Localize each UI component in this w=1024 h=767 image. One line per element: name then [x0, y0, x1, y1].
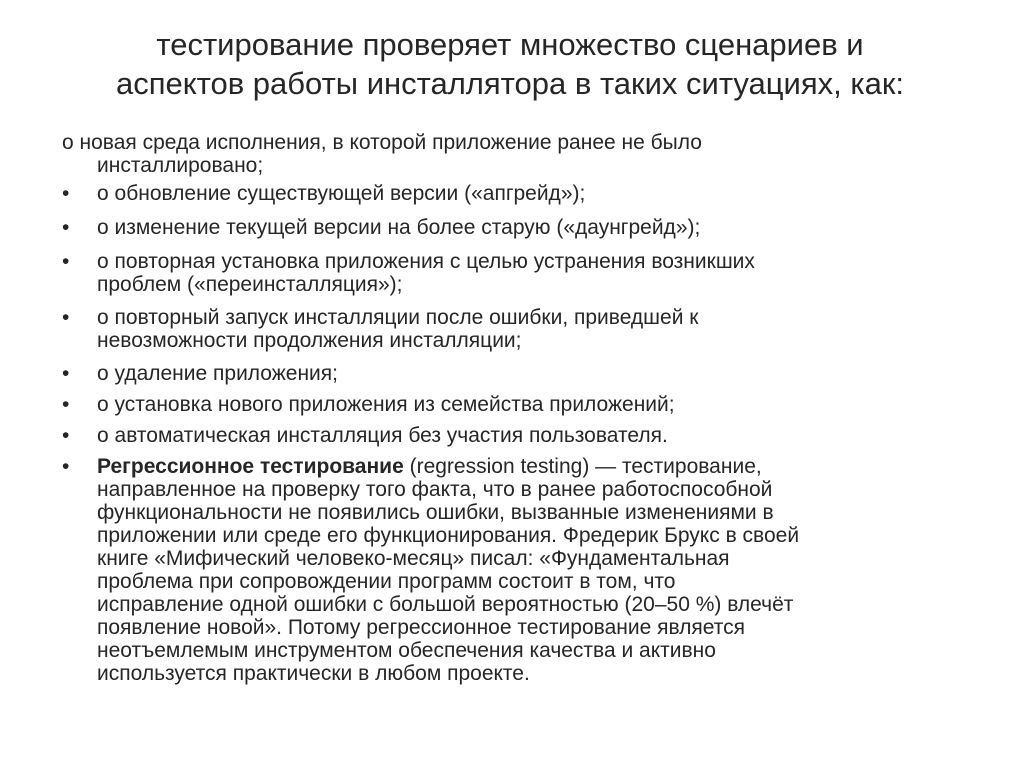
list-item: [62, 362, 997, 385]
slide-title-line: аспектов работы инсталлятора в таких ситуациях, как:: [115, 66, 905, 101]
regression-paragraph: [62, 455, 997, 685]
list-item-line: используется практически в любом проекте.: [97, 662, 530, 685]
bullet-marker: •: [62, 362, 70, 385]
list-item-line: неотъемлемым инструментом обеспечения качества и активно: [97, 639, 716, 662]
intro-line: инсталлировано;: [97, 154, 264, 177]
list-item-line: проблем («переинсталляция»);: [97, 273, 403, 296]
slide-title: [40, 25, 980, 103]
list-item-line: о повторный запуск инсталляции после ошибки, приведшей к: [97, 306, 699, 329]
regression-first-line-rest: (regression testing) — тестирование,: [403, 455, 762, 478]
list-item: [62, 393, 997, 416]
list-item-line: исправление одной ошибки с большой вероятностью (20–50 %) влечёт: [97, 593, 794, 616]
list-item-line: направленное на проверку того факта, что в ранее работоспособной: [97, 478, 773, 501]
list-item: [62, 424, 997, 447]
list-item-line: о установка нового приложения из семейства приложений;: [97, 393, 675, 416]
list-item-line: о обновление существующей версии («апгрейд»);: [97, 182, 586, 205]
list-item-line: о удаление приложения;: [97, 362, 338, 385]
bullet-marker: •: [62, 250, 70, 273]
list-item-line: приложении или среде его функционирования. Фредерик Брукс в своей: [97, 524, 800, 547]
list-item-line: о повторная установка приложения с целью устранения возникших: [97, 250, 755, 273]
intro-item: [62, 131, 942, 177]
bullet-marker: •: [62, 182, 70, 205]
list-item-line: невозможности продолжения инсталляции;: [97, 329, 522, 352]
list-item: [62, 250, 997, 296]
bullet-marker: •: [62, 424, 70, 447]
list-item-line: о изменение текущей версии на более старую («даунгрейд»);: [97, 216, 701, 239]
list-item-line: о автоматическая инсталляция без участия пользователя.: [97, 424, 668, 447]
list-item-line: книге «Мифический человеко-месяц» писал: «Фундаментальная: [97, 547, 730, 570]
slide-title-line: тестирование проверяет множество сценариев и: [156, 27, 864, 62]
bullet-marker: •: [62, 455, 70, 478]
list-item: [62, 306, 997, 352]
list-item: [62, 216, 997, 239]
list-item: [62, 182, 997, 205]
bullet-marker: •: [62, 393, 70, 416]
list-item-line: появление новой». Потому регрессионное тестирование является: [97, 616, 745, 639]
bullet-marker: •: [62, 216, 70, 239]
regression-term: Регрессионное тестирование: [97, 455, 404, 478]
intro-line: о новая среда исполнения, в которой приложение ранее не было: [62, 131, 702, 154]
list-item-line: функциональности не появились ошибки, вызванные изменениями в: [97, 501, 774, 524]
list-item-line: проблема при сопровождении программ состоит в том, что: [97, 570, 676, 593]
bullet-marker: •: [62, 306, 70, 329]
list-item-line: [97, 455, 997, 478]
